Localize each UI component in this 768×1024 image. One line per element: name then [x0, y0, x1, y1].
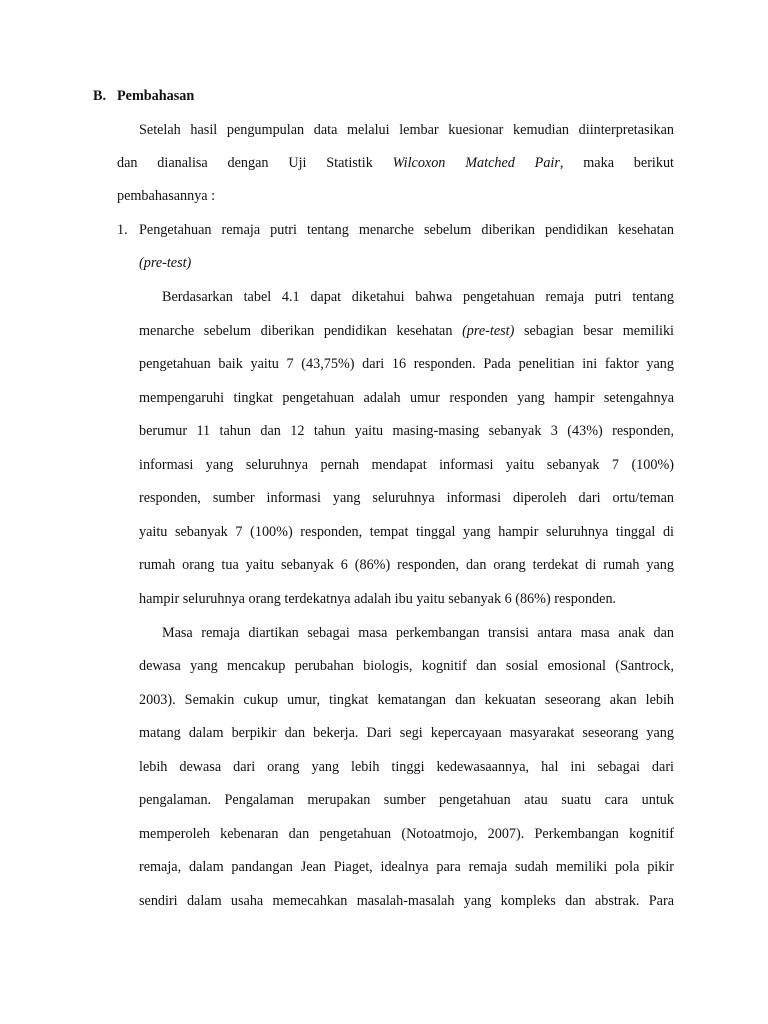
intro-line-2: dan dianalisa dengan Uji Statistik Wilcoxon Matched Pair, maka berikut	[117, 155, 674, 171]
para2-line-9: sendiri dalam usaha memecahkan masalah-masalah yang kompleks dan abstrak. Para	[139, 893, 674, 909]
item-1-heading-cont: (pre-test)	[139, 255, 192, 271]
para1-line-4: mempengaruhi tingkat pengetahuan adalah umur responden yang hampir setengahnya	[139, 390, 674, 406]
para2-line-8: remaja, dalam pandangan Jean Piaget, idealnya para remaja sudah memiliki pola pikir	[139, 859, 674, 875]
para1-line-10: hampir seluruhnya orang terdekatnya adalah ibu yaitu sebanyak 6 (86%) responden.	[139, 591, 617, 607]
item-1-number: 1.	[117, 222, 128, 238]
para1-line-5: berumur 11 tahun dan 12 tahun yaitu masing-masing sebanyak 3 (43%) responden,	[139, 423, 674, 439]
section-title: Pembahasan	[117, 88, 195, 104]
para1-line-8: yaitu sebanyak 7 (100%) responden, tempat tinggal yang hampir seluruhnya tinggal di	[139, 524, 674, 540]
para1-line-6: informasi yang seluruhnya pernah mendapat informasi yaitu sebanyak 7 (100%)	[139, 457, 674, 473]
para1-line-7: responden, sumber informasi yang seluruhnya informasi diperoleh dari ortu/teman	[139, 490, 674, 506]
para1-line-9: rumah orang tua yaitu sebanyak 6 (86%) responden, dan orang terdekat di rumah yang	[139, 557, 674, 573]
para1-line-1: Berdasarkan tabel 4.1 dapat diketahui bahwa pengetahuan remaja putri tentang	[162, 289, 674, 305]
para1-line-3: pengetahuan baik yaitu 7 (43,75%) dari 16 responden. Pada penelitian ini faktor yang	[139, 356, 674, 372]
item-1-heading: Pengetahuan remaja putri tentang menarche sebelum diberikan pendidikan kesehatan	[139, 222, 674, 238]
para2-line-6: pengalaman. Pengalaman merupakan sumber pengetahuan atau suatu cara untuk	[139, 792, 674, 808]
para2-line-3: 2003). Semakin cukup umur, tingkat kematangan dan kekuatan seseorang akan lebih	[139, 692, 674, 708]
para2-line-4: matang dalam berpikir dan bekerja. Dari segi kepercayaan masyarakat seseorang yang	[139, 725, 674, 741]
section-marker: B.	[93, 88, 107, 104]
intro-line-3: pembahasannya :	[117, 188, 216, 204]
intro-line-1: Setelah hasil pengumpulan data melalui lembar kuesionar kemudian diinterpretasikan	[139, 122, 674, 138]
para1-line-2: menarche sebelum diberikan pendidikan kesehatan (pre-test) sebagian besar memiliki	[139, 323, 674, 339]
para2-line-5: lebih dewasa dari orang yang lebih tinggi kedewasaannya, hal ini sebagai dari	[139, 759, 674, 775]
para2-line-1: Masa remaja diartikan sebagai masa perkembangan transisi antara masa anak dan	[162, 625, 674, 641]
para2-line-2: dewasa yang mencakup perubahan biologis, kognitif dan sosial emosional (Santrock,	[139, 658, 674, 674]
para2-line-7: memperoleh kebenaran dan pengetahuan (Notoatmojo, 2007). Perkembangan kognitif	[139, 826, 674, 842]
